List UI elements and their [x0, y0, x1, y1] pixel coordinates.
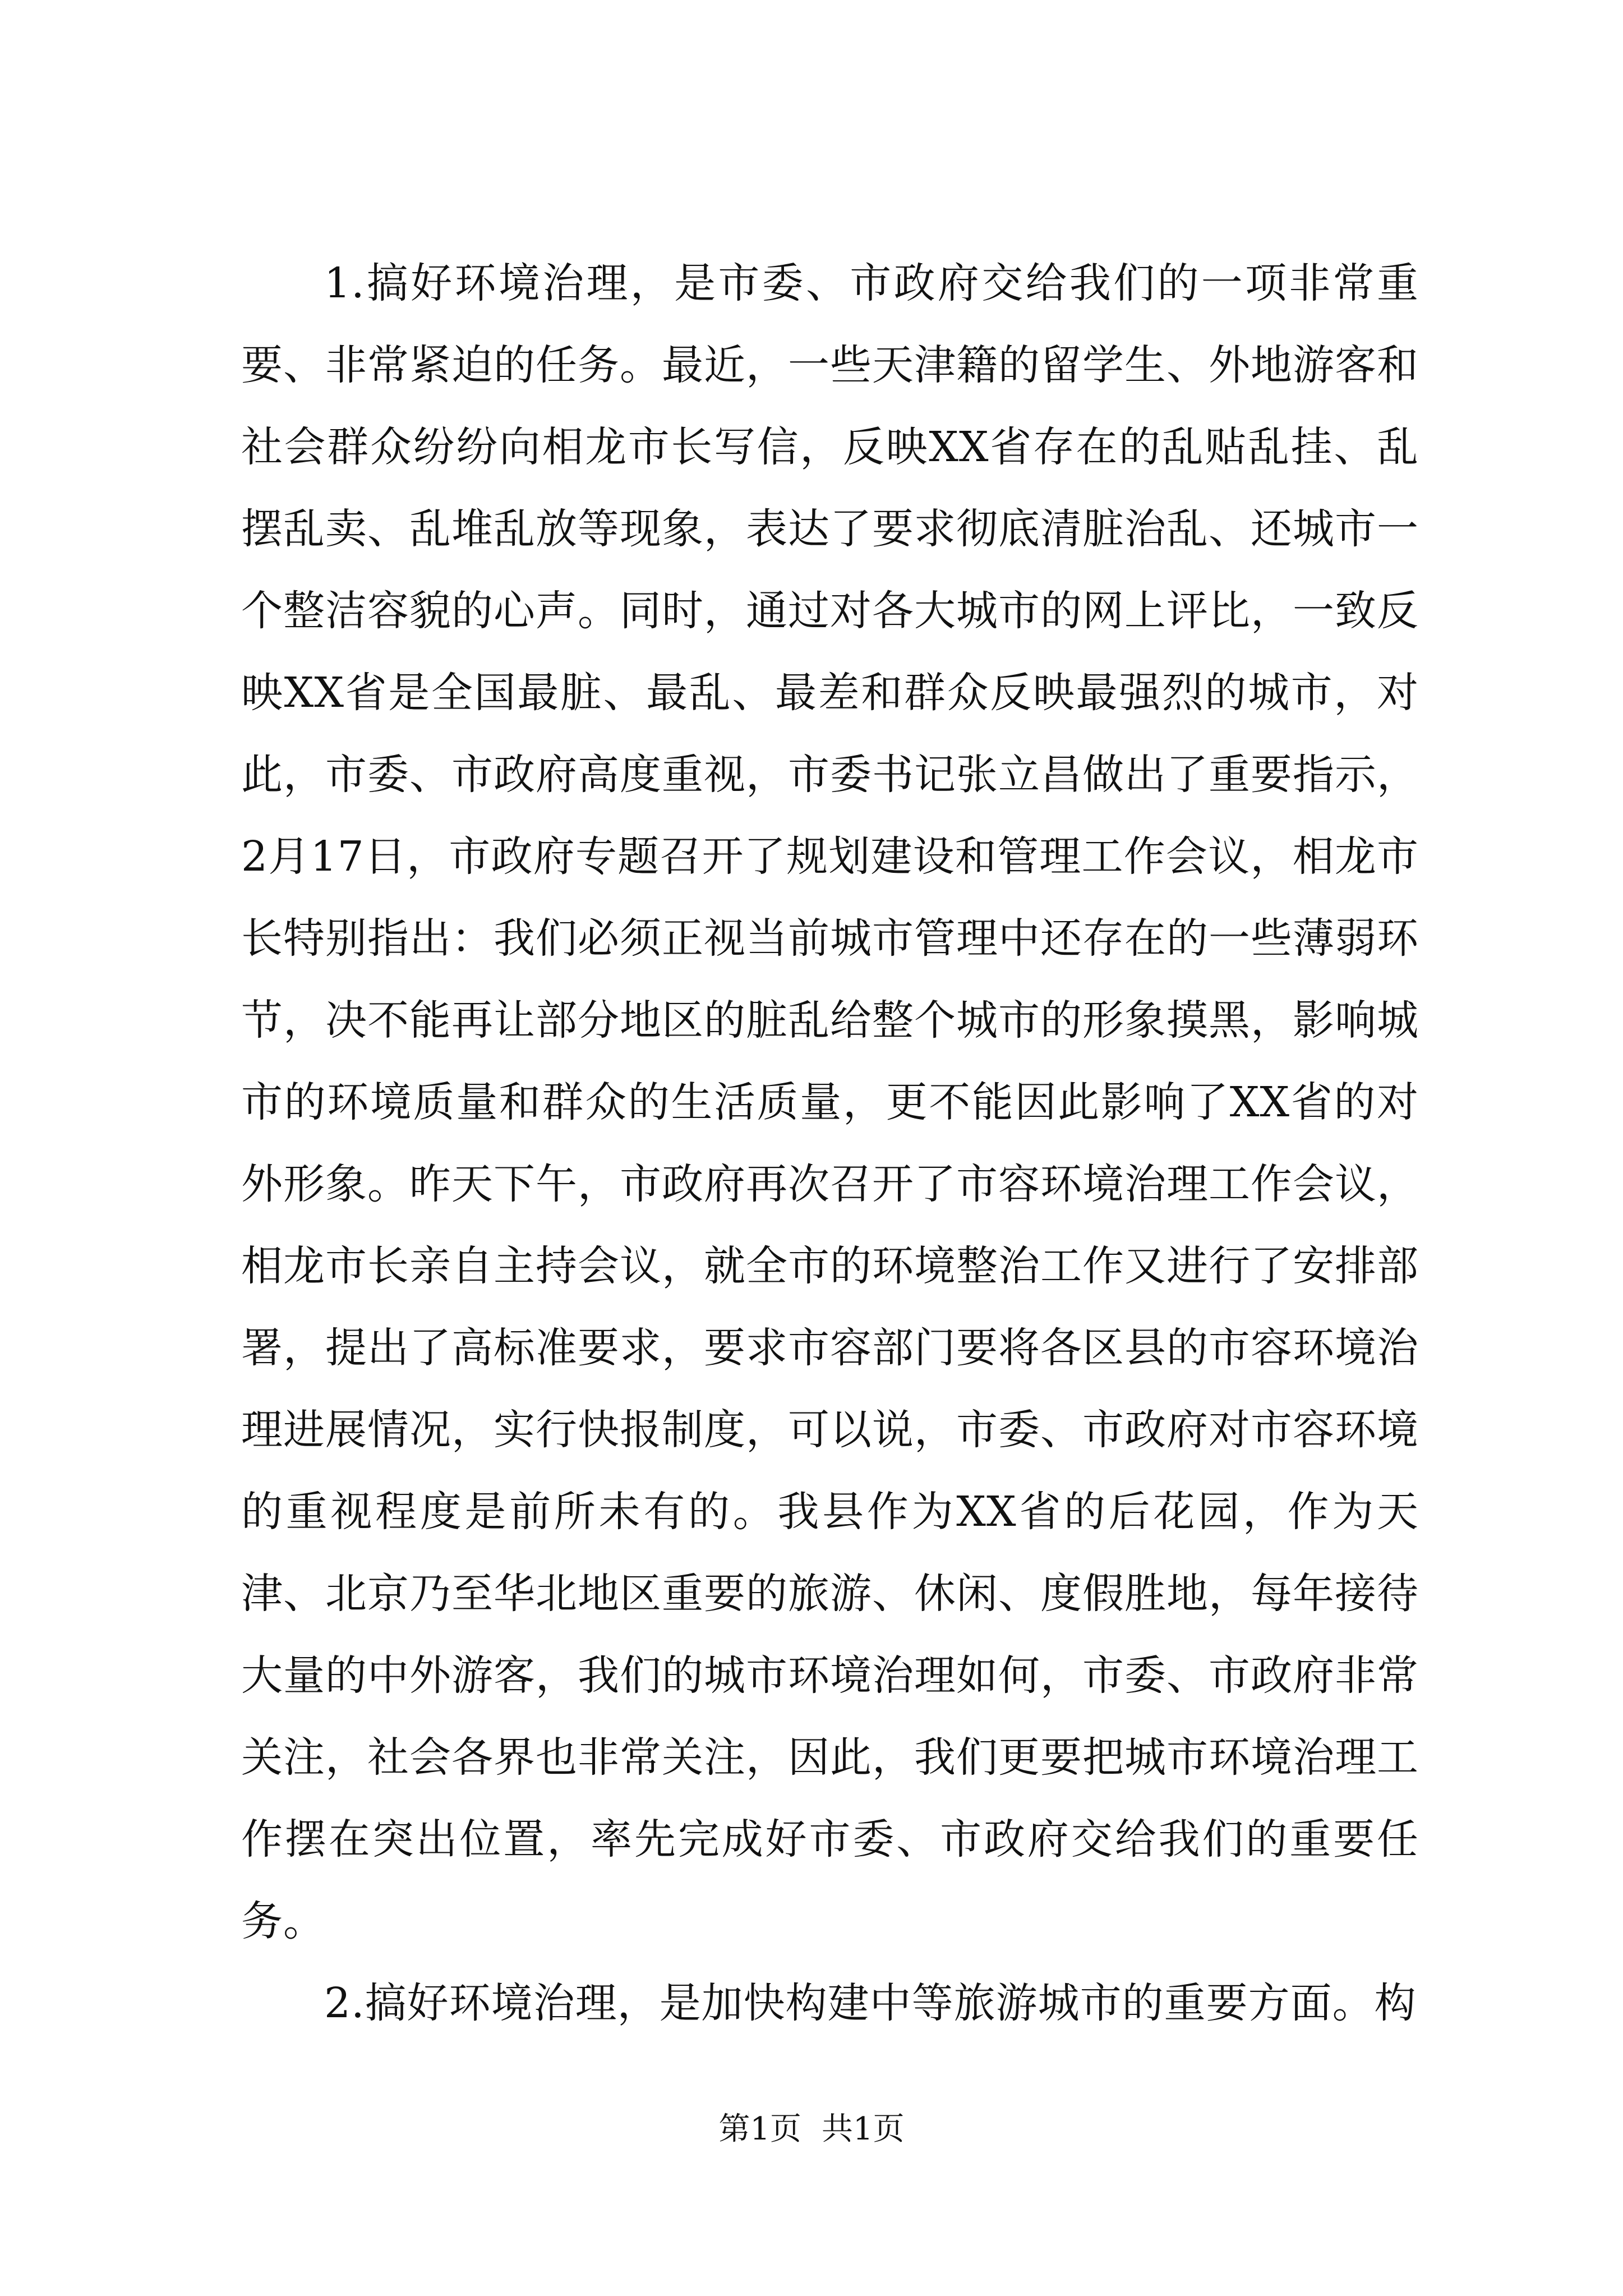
page-footer: [0, 2107, 1623, 2152]
page-number: 第1页: [718, 2111, 801, 2147]
page-total: 共1页: [822, 2111, 905, 2147]
paragraph-2: 2.搞好环境治理，是加快构建中等旅游城市的重要方面。构: [324, 1979, 1417, 2027]
paragraph-1: 1.搞好环境治理，是市委、市政府交给我们的一项非常重要、非常紧迫的任务。最近，一些天津籍的留学生、外地游客和社会群众纷纷向相龙市长写信，反映XX省存在的乱贴乱挂、乱摆乱卖、乱堆乱放等现象，表达了要求彻底清脏治乱、还城市一个整洁容貌的心声。同时，通过对各大城市的网上评比，一致反映XX省是全国最脏、最乱、最差和群众反映最强烈的城市，对此，市委、市政府高度重视，市委书记张立昌做出了重要指示，2月17日，市政府专题召开了规划建设和管理工作会议，相龙市长特别指出：我们必须正视当前城市管理中还存在的一些薄弱环节，决不能再让部分地区的脏乱给整个城市的形象摸黑，影响城市的环境质量和群众的生活质量，更不能因此影响了XX省的对外形象。昨天下午，市政府再次召开了市容环境治理工作会议，相龙市长亲自主持会议，就全市的环境整治工作又进行了安排部署，提出了高标准要求，要求市容部门要将各区县的市容环境治理进展情况，实行快报制度，可以说，市委、市政府对市容环境的重视程度是前所未有的。我县作为XX省的后花园，作为天津、北京乃至华北地区重要的旅游、休闲、度假胜地，每年接待大量的中外游客，我们的城市环境治理如何，市委、市政府非常关注，社会各界也非常关注，因此，我们更要把城市环境治理工作摆在突出位置，率先完成好市委、市政府交给我们的重要任务。: [241, 259, 1419, 1945]
document-body: [241, 242, 1419, 2044]
